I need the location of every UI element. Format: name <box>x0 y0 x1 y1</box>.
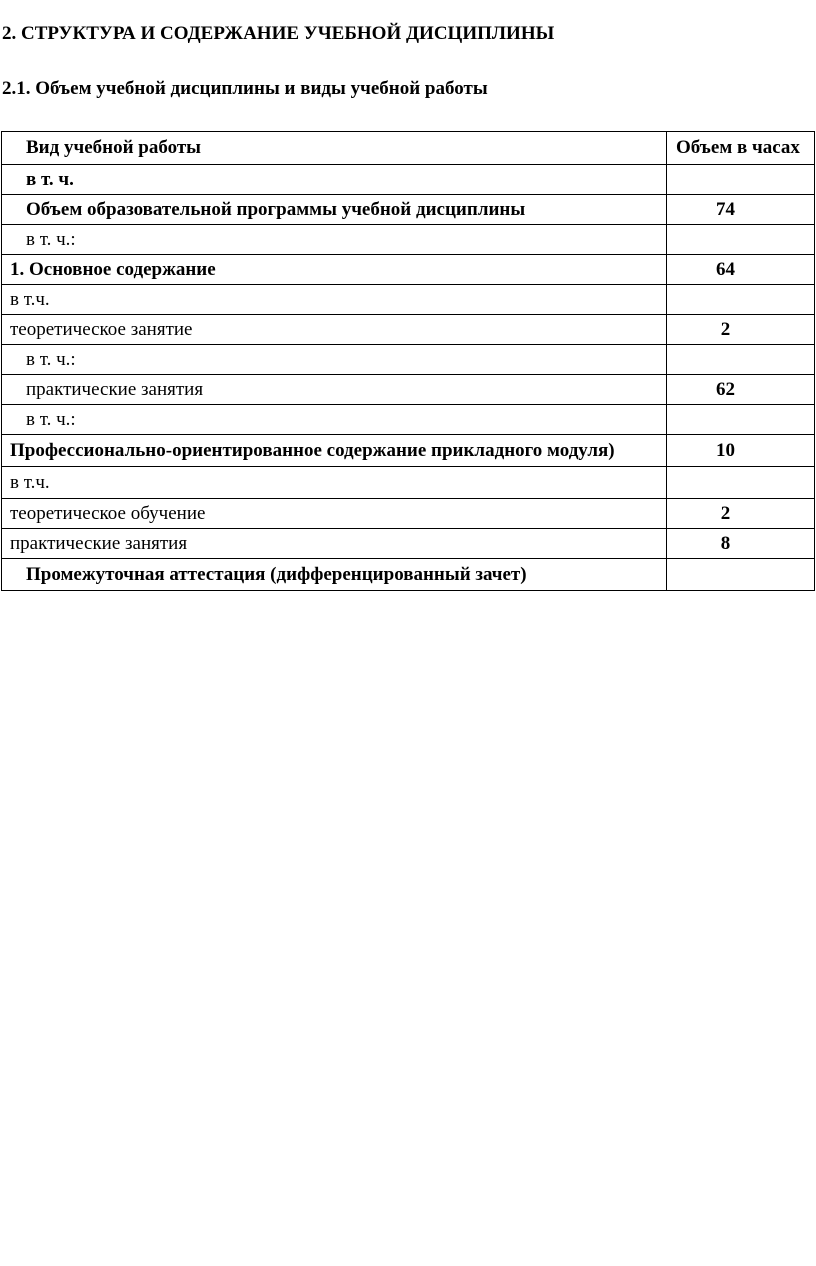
row-value: 2 <box>667 499 815 529</box>
table-row <box>2 285 815 315</box>
header-hours: Объем в часах <box>667 132 815 165</box>
row-value <box>667 559 815 591</box>
row-label: Промежуточная аттестация (дифференцированный зачет) <box>2 559 667 591</box>
row-value: 2 <box>667 315 815 345</box>
row-value <box>667 345 815 375</box>
study-hours-table <box>1 131 815 591</box>
table-row <box>2 225 815 255</box>
table-header-row <box>2 132 815 165</box>
row-label: в т.ч. <box>2 467 667 499</box>
row-label: в т. ч. <box>2 165 667 195</box>
table-row <box>2 559 815 591</box>
subsection-heading: 2.1. Объем учебной дисциплины и виды учебной работы <box>2 78 488 99</box>
row-label: в т.ч. <box>2 285 667 315</box>
table-row <box>2 499 815 529</box>
table-row <box>2 467 815 499</box>
table-row <box>2 195 815 225</box>
row-label: практические занятия <box>2 529 667 559</box>
row-label: теоретическое обучение <box>2 499 667 529</box>
table-row <box>2 405 815 435</box>
row-value: 74 <box>667 195 815 225</box>
row-label: в т. ч.: <box>2 345 667 375</box>
table-row <box>2 435 815 467</box>
row-label: практические занятия <box>2 375 667 405</box>
table-row <box>2 255 815 285</box>
row-label: в т. ч.: <box>2 225 667 255</box>
table-row <box>2 315 815 345</box>
row-value: 64 <box>667 255 815 285</box>
row-value: 10 <box>667 435 815 467</box>
table-row <box>2 529 815 559</box>
row-label: теоретическое занятие <box>2 315 667 345</box>
table-row <box>2 375 815 405</box>
row-value <box>667 467 815 499</box>
row-value <box>667 165 815 195</box>
row-label: Объем образовательной программы учебной дисциплины <box>2 195 667 225</box>
table-row <box>2 345 815 375</box>
row-label: Профессионально-ориентированное содержание прикладного модуля) <box>2 435 667 467</box>
row-value <box>667 225 815 255</box>
row-label: в т. ч.: <box>2 405 667 435</box>
row-value: 8 <box>667 529 815 559</box>
row-value: 62 <box>667 375 815 405</box>
section-heading: 2. СТРУКТУРА И СОДЕРЖАНИЕ УЧЕБНОЙ ДИСЦИПЛИНЫ <box>2 23 555 44</box>
row-value <box>667 285 815 315</box>
table-row <box>2 165 815 195</box>
header-work-type: Вид учебной работы <box>2 132 667 165</box>
row-value <box>667 405 815 435</box>
row-label: 1. Основное содержание <box>2 255 667 285</box>
